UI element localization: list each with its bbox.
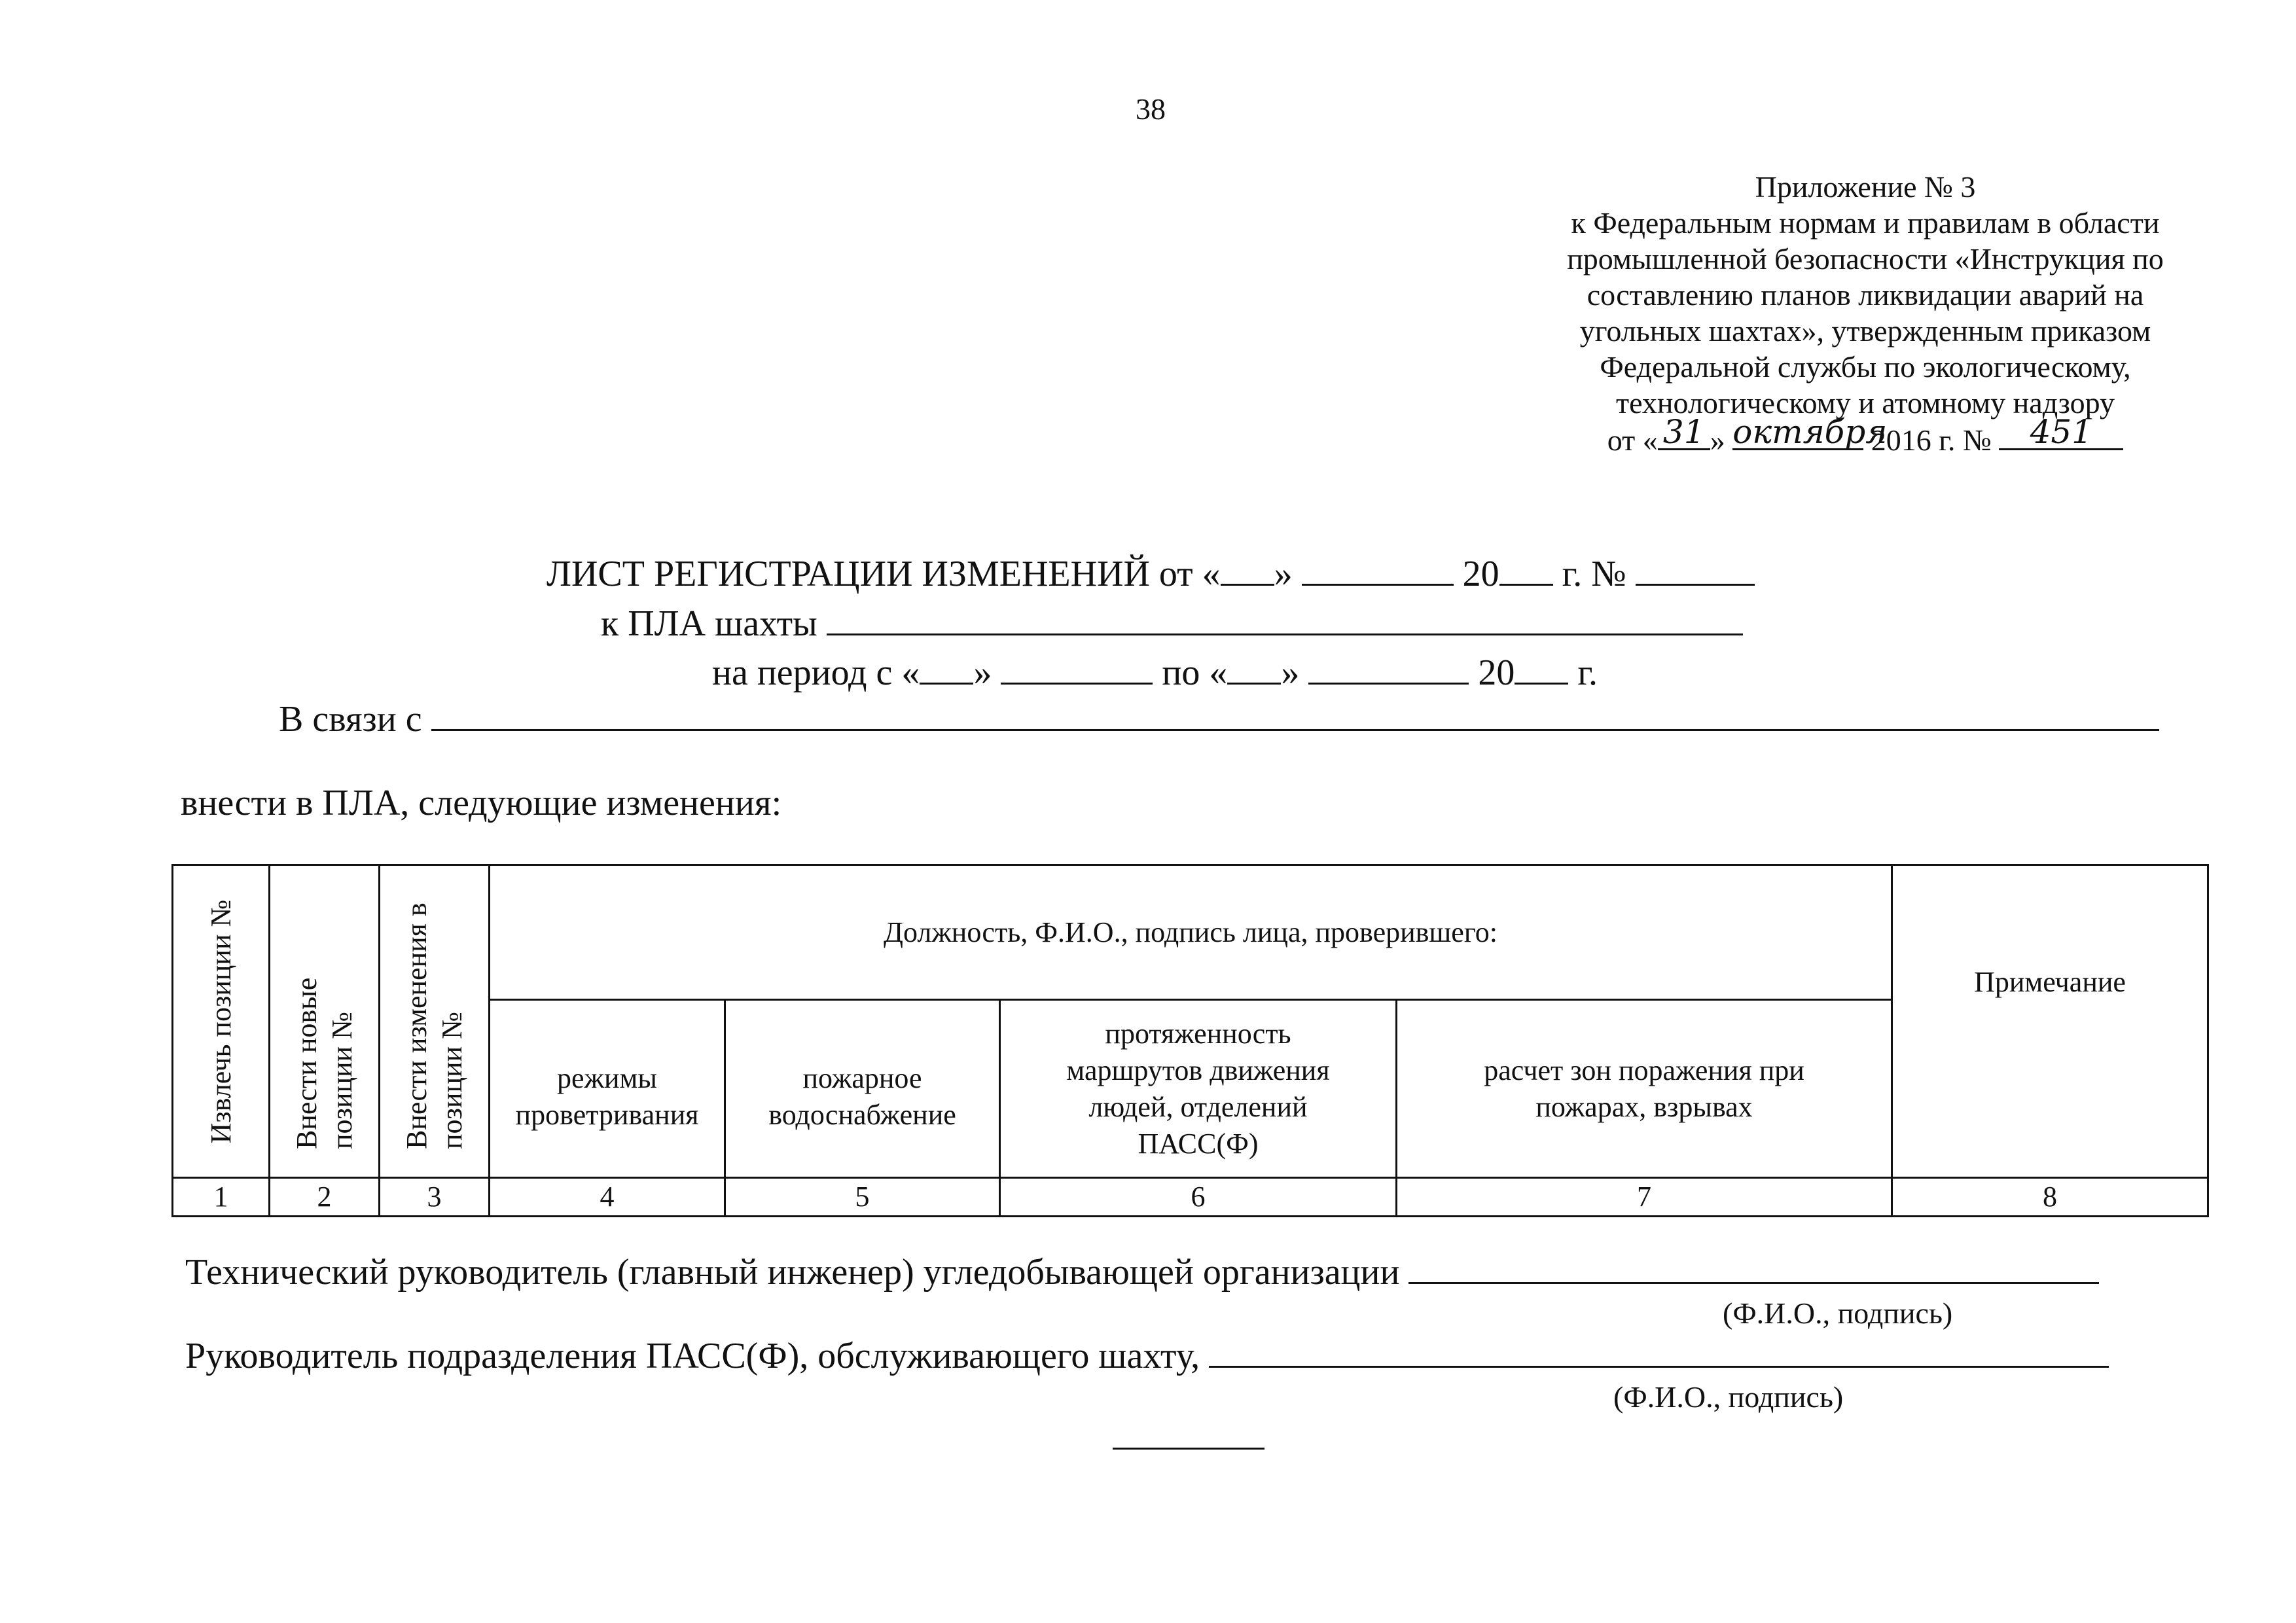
page-number: 38 bbox=[1136, 92, 1166, 126]
col-header-modify-text: Внести изменения в позиции № bbox=[400, 902, 468, 1149]
column-number: 2 bbox=[270, 1178, 380, 1217]
tech-head-signature-blank[interactable] bbox=[1408, 1253, 2099, 1284]
col-header-modify bbox=[380, 865, 490, 1178]
handwritten-day: 31 bbox=[1662, 413, 1705, 451]
appendix-date-line bbox=[1473, 413, 2258, 458]
col-header-note-text: Примечание bbox=[1974, 965, 2126, 998]
pass-head-line bbox=[185, 1335, 2109, 1377]
appendix-line: к Федеральным нормам и правилам в области bbox=[1571, 206, 2160, 240]
pass-head-signature-blank[interactable] bbox=[1209, 1337, 2109, 1368]
col-header-note bbox=[1892, 865, 2208, 1178]
year-text: 2016 г. № bbox=[1871, 423, 1992, 457]
date-prefix: от « bbox=[1607, 423, 1658, 457]
appendix-block bbox=[1473, 169, 2258, 458]
appendix-line: угольных шахтах», утвержденным приказом bbox=[1579, 314, 2151, 348]
column-number: 1 bbox=[173, 1178, 270, 1217]
sub-header-routes bbox=[1000, 1000, 1397, 1178]
sub-header-damage-zones-text: расчет зон поражения при пожарах, взрывах bbox=[1484, 1054, 1804, 1123]
column-number: 4 bbox=[490, 1178, 725, 1217]
title-month-blank[interactable] bbox=[1302, 555, 1454, 586]
number-field bbox=[1999, 413, 2123, 451]
title-number-blank[interactable] bbox=[1636, 555, 1755, 586]
title-day-blank[interactable] bbox=[1221, 555, 1274, 586]
appendix-line: промышленной безопасности «Инструкция по bbox=[1567, 242, 2164, 276]
sub-header-routes-text: протяженность маршрутов движения людей, отделений ПАСС(Ф) bbox=[1066, 1017, 1330, 1160]
sub-header-ventilation bbox=[490, 1000, 725, 1178]
mine-name-blank[interactable] bbox=[827, 605, 1743, 635]
sub-header-ventilation-text: режимы проветривания bbox=[515, 1061, 699, 1131]
group-header-checked-by: Должность, Ф.И.О., подпись лица, проверившего: bbox=[490, 865, 1892, 1000]
form-title-line bbox=[547, 553, 1755, 595]
tech-head-caption: (Ф.И.О., подпись) bbox=[1723, 1296, 1953, 1330]
column-number: 6 bbox=[1000, 1178, 1397, 1217]
col-header-new-text: Внести новые позиции № bbox=[290, 977, 358, 1149]
period-to-label: по « bbox=[1162, 652, 1228, 693]
end-separator bbox=[1113, 1448, 1265, 1450]
col-header-extract-text: Извлечь позиции № bbox=[204, 899, 237, 1144]
appendix-line: технологическому и атомному надзору bbox=[1616, 386, 2115, 419]
title-number-label: г. № bbox=[1562, 554, 1626, 594]
period-quote: » bbox=[1281, 652, 1300, 693]
mine-line bbox=[601, 603, 1743, 645]
sub-header-damage-zones bbox=[1397, 1000, 1892, 1178]
pass-head-label: Руководитель подразделения ПАСС(Ф), обслуживающего шахту, bbox=[185, 1336, 1200, 1376]
reason-label: В связи с bbox=[279, 699, 422, 740]
sub-header-water-supply-text: пожарное водоснабжение bbox=[768, 1061, 956, 1131]
col-header-new bbox=[270, 865, 380, 1178]
period-year: 20 bbox=[1478, 652, 1515, 693]
day-field bbox=[1658, 413, 1710, 451]
reason-line bbox=[279, 698, 2159, 740]
tech-head-line bbox=[185, 1251, 2099, 1293]
handwritten-number: 451 bbox=[2030, 413, 2092, 451]
period-quote: » bbox=[973, 652, 992, 693]
mine-label: к ПЛА шахты bbox=[601, 603, 817, 644]
period-line bbox=[712, 652, 1598, 694]
month-field bbox=[1732, 413, 1888, 451]
period-from-month-blank[interactable] bbox=[1001, 654, 1153, 685]
appendix-line: Приложение № 3 bbox=[1755, 170, 1976, 204]
day-suffix: » bbox=[1710, 423, 1725, 457]
changes-table bbox=[171, 864, 2209, 1217]
reason-blank[interactable] bbox=[431, 700, 2159, 731]
title-year-blank[interactable] bbox=[1499, 555, 1553, 586]
period-to-day-blank[interactable] bbox=[1227, 654, 1281, 685]
period-to-month-blank[interactable] bbox=[1308, 654, 1469, 685]
appendix-line: Федеральной службы по экологическому, bbox=[1600, 350, 2131, 383]
period-year-suffix: г. bbox=[1577, 652, 1598, 693]
changes-intro: внести в ПЛА, следующие изменения: bbox=[181, 783, 782, 823]
period-from-day-blank[interactable] bbox=[920, 654, 973, 685]
tech-head-label: Технический руководитель (главный инженер) угледобывающей организации bbox=[185, 1252, 1400, 1293]
pass-head-caption: (Ф.И.О., подпись) bbox=[1613, 1380, 1844, 1414]
title-quote: » bbox=[1274, 554, 1293, 594]
sub-header-water-supply bbox=[725, 1000, 1000, 1178]
column-number: 3 bbox=[380, 1178, 490, 1217]
period-year-blank[interactable] bbox=[1515, 654, 1568, 685]
col-header-extract bbox=[173, 865, 270, 1178]
title-year: 20 bbox=[1462, 554, 1499, 594]
period-label: на период с « bbox=[712, 652, 920, 693]
column-number: 5 bbox=[725, 1178, 1000, 1217]
column-number: 8 bbox=[1892, 1178, 2208, 1217]
form-title: ЛИСТ РЕГИСТРАЦИИ ИЗМЕНЕНИЙ от « bbox=[547, 554, 1221, 594]
handwritten-month: октября bbox=[1732, 413, 1888, 451]
column-number: 7 bbox=[1397, 1178, 1892, 1217]
appendix-line: составлению планов ликвидации аварий на bbox=[1587, 278, 2144, 312]
